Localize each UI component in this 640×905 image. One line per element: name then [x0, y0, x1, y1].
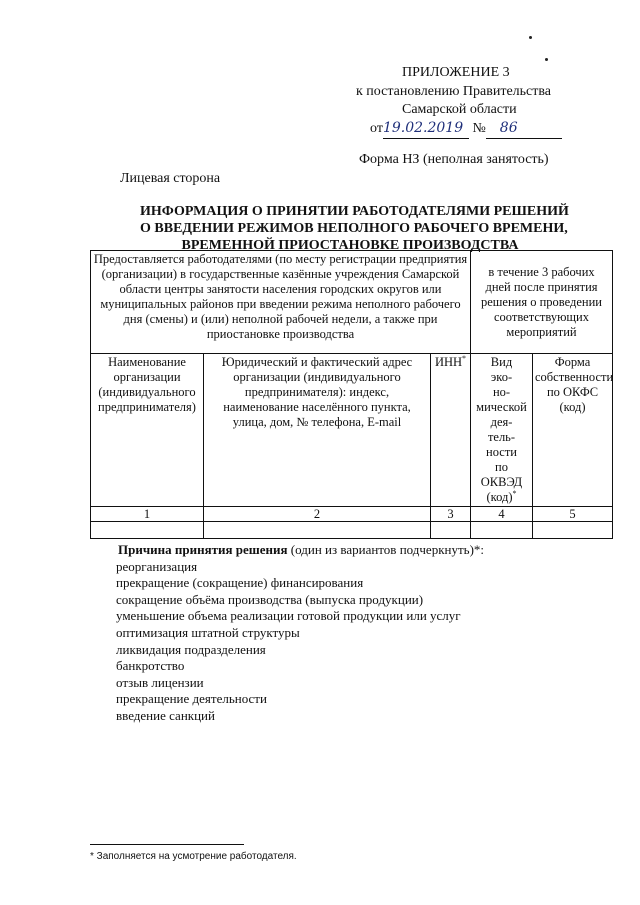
- okved-line: ности: [486, 445, 517, 459]
- data-cell[interactable]: [204, 522, 431, 539]
- okved-line: тель-: [487, 430, 516, 444]
- side-label: Лицевая сторона: [120, 171, 221, 186]
- column-number: 4: [471, 507, 533, 522]
- column-number: 2: [204, 507, 431, 522]
- title-line: ИНФОРМАЦИЯ О ПРИНЯТИИ РАБОТОДАТЕЛЯМИ РЕШЕНИЙ: [140, 204, 569, 219]
- reason-item[interactable]: прекращение деятельности: [116, 691, 267, 707]
- reason-item[interactable]: оптимизация штатной структуры: [116, 624, 300, 640]
- okved-line: ОКВЭД: [480, 475, 523, 489]
- reason-item[interactable]: ликвидация подразделения: [116, 641, 266, 657]
- okved-line: Вид: [490, 355, 513, 369]
- title-line: ВРЕМЕННОЙ ПРИОСТАНОВКЕ ПРОИЗВОДСТВА: [181, 238, 519, 253]
- footnote-divider: [90, 844, 244, 845]
- intro-row: [91, 251, 613, 354]
- handwritten-date: 19.02.2019: [382, 120, 464, 136]
- date-prefix: от: [370, 121, 383, 136]
- col-header-address: Юридический и фактический адрес организации (индивидуального предпринимателя): индекс, наименование населённого пункта, улица, дом, № телефона, E-mail: [204, 354, 431, 507]
- column-number: 5: [533, 507, 613, 522]
- reasons-lead: [116, 542, 484, 559]
- reason-item[interactable]: реорганизация: [116, 558, 198, 574]
- okved-line: [473, 490, 530, 505]
- number-sign: №: [472, 121, 486, 136]
- okved-asterisk: *: [512, 488, 517, 498]
- appendix-date-line: [370, 119, 562, 139]
- data-cell[interactable]: [533, 522, 613, 539]
- reason-item[interactable]: прекращение (сокращение) финансирования: [116, 575, 364, 591]
- reason-item[interactable]: сокращение объёма производства (выпуска продукции): [116, 591, 424, 607]
- appendix-title: ПРИЛОЖЕНИЕ 3: [402, 65, 510, 80]
- title-line: О ВВЕДЕНИИ РЕЖИМОВ НЕПОЛНОГО РАБОЧЕГО ВРЕМЕНИ,: [140, 221, 568, 236]
- reasons-lead-bold: Причина принятия решения: [118, 542, 288, 557]
- okved-line: по: [495, 460, 508, 474]
- header-row: [91, 354, 613, 507]
- intro-right-cell: в течение 3 рабочих дней после принятия решения о проведении соответствующих мероприятий: [471, 251, 613, 354]
- okved-line: дея-: [490, 415, 513, 429]
- reason-item[interactable]: банкротство: [116, 658, 185, 674]
- data-cell[interactable]: [91, 522, 204, 539]
- col-header-okfs: Форма собственности по ОКФС (код): [533, 354, 613, 507]
- inn-asterisk: *: [462, 353, 467, 363]
- appendix-region: Самарской области: [402, 102, 517, 117]
- col-header-inn: [431, 354, 471, 507]
- date-field: [383, 119, 469, 139]
- handwritten-number: 86: [499, 120, 518, 136]
- okved-code-label: (код): [486, 490, 513, 504]
- intro-left-cell: Предоставляется работодателями (по месту регистрации предприятия (организации) в государственные казённые учреждения Самарской области центры занятости населения городских округов или муниципальных районов при введении режима неполного рабочего дня (смены) и (или) неполной рабочей недели, а также при приостановке производства: [91, 251, 471, 354]
- okved-line: но-: [492, 385, 511, 399]
- info-table: [90, 250, 613, 539]
- col-header-name: Наименование организации (индивидуального предпринимателя): [91, 354, 204, 507]
- column-number-row: [91, 507, 613, 522]
- scan-dot: [529, 36, 532, 39]
- column-number: 1: [91, 507, 204, 522]
- okved-line: эко-: [490, 370, 513, 384]
- appendix-reference: к постановлению Правительства: [356, 84, 552, 99]
- okved-line: мической: [476, 400, 527, 414]
- reason-item[interactable]: отзыв лицензии: [116, 674, 204, 690]
- col-header-okved: [471, 354, 533, 507]
- footnote: * Заполняется на усмотрение работодателя.: [90, 851, 297, 862]
- number-field: [486, 119, 562, 139]
- scan-dot: [545, 58, 548, 61]
- column-number: 3: [431, 507, 471, 522]
- reason-item[interactable]: уменьшение объема реализации готовой продукции или услуг: [116, 608, 461, 624]
- document-title: [140, 203, 569, 254]
- col-header-inn-label: ИНН: [434, 355, 463, 369]
- data-cell[interactable]: [471, 522, 533, 539]
- data-cell[interactable]: [431, 522, 471, 539]
- form-label: Форма НЗ (неполная занятость): [359, 152, 549, 167]
- reasons-section: [116, 542, 484, 725]
- data-row: [91, 522, 613, 539]
- reasons-lead-rest: (один из вариантов подчеркнуть)*:: [287, 542, 485, 557]
- reason-item[interactable]: введение санкций: [116, 707, 215, 723]
